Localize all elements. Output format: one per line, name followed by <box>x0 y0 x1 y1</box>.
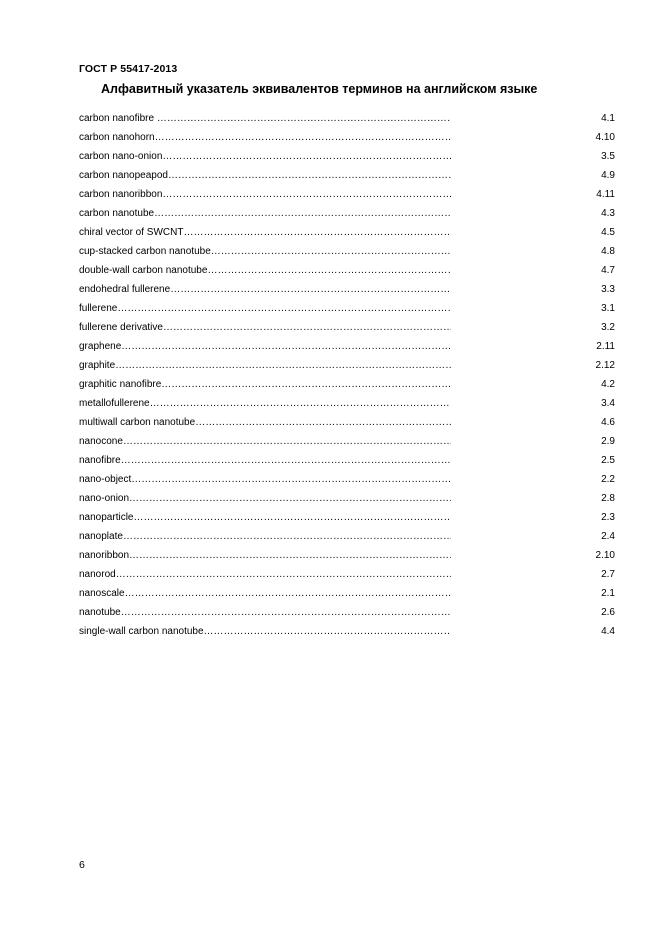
index-term: nanoparticle …………………………………………………………………………………………………………………………………… <box>79 511 451 525</box>
index-entry <box>79 264 615 283</box>
index-entry <box>79 378 615 397</box>
index-reference: 3.2 <box>601 322 615 333</box>
index-reference: 3.3 <box>601 284 615 295</box>
index-term: nanoplate …………………………………………………………………………………………………………………………………… <box>79 530 451 544</box>
index-term: graphene …………………………………………………………………………………………………………………………………… <box>79 340 451 354</box>
index-term: endohedral fullerene …………………………………………………………………………………………………………………………………… <box>79 283 451 297</box>
index-entry <box>79 625 615 644</box>
index-entry <box>79 226 615 245</box>
index-term: graphitic nanofibre …………………………………………………………………………………………………………………………………… <box>79 378 451 392</box>
page-number: 6 <box>79 859 85 871</box>
index-entry <box>79 397 615 416</box>
index-entry <box>79 416 615 435</box>
index-term: nanorod …………………………………………………………………………………………………………………………………… <box>79 568 451 582</box>
index-entry <box>79 473 615 492</box>
index-entry <box>79 454 615 473</box>
index-reference: 4.9 <box>601 170 615 181</box>
index-term: nano-onion …………………………………………………………………………………………………………………………………… <box>79 492 451 506</box>
index-reference: 4.2 <box>601 379 615 390</box>
index-term: double-wall carbon nanotube …………………………………………………………………………………………………………………………………… <box>79 264 451 278</box>
index-reference: 2.1 <box>601 588 615 599</box>
index-term: fullerene …………………………………………………………………………………………………………………………………… <box>79 302 451 316</box>
index-term: graphite …………………………………………………………………………………………………………………………………… <box>79 359 451 373</box>
index-term: metallofullerene …………………………………………………………………………………………………………………………………… <box>79 397 451 411</box>
index-reference: 2.4 <box>601 531 615 542</box>
index-entry <box>79 435 615 454</box>
index-entry <box>79 150 615 169</box>
index-term: single-wall carbon nanotube …………………………………………………………………………………………………………………………………… <box>79 625 451 639</box>
index-entry <box>79 131 615 150</box>
index-reference: 4.5 <box>601 227 615 238</box>
index-reference: 2.5 <box>601 455 615 466</box>
index-term: chiral vector of SWCNT …………………………………………………………………………………………………………………………………… <box>79 226 451 240</box>
index-term: carbon nanohorn …………………………………………………………………………………………………………………………………… <box>79 131 451 145</box>
index-term: nanoscale …………………………………………………………………………………………………………………………………… <box>79 587 451 601</box>
index-entry <box>79 587 615 606</box>
index-reference: 2.7 <box>601 569 615 580</box>
index-term: multiwall carbon nanotube …………………………………………………………………………………………………………………………………… <box>79 416 451 430</box>
index-term: nanotube …………………………………………………………………………………………………………………………………… <box>79 606 451 620</box>
index-entry <box>79 283 615 302</box>
index-reference: 4.7 <box>601 265 615 276</box>
index-reference: 4.4 <box>601 626 615 637</box>
index-reference: 2.9 <box>601 436 615 447</box>
index-reference: 3.4 <box>601 398 615 409</box>
index-reference: 2.11 <box>596 341 615 352</box>
index-entry <box>79 188 615 207</box>
index-entry <box>79 321 615 340</box>
index-reference: 2.2 <box>601 474 615 485</box>
index-entry <box>79 530 615 549</box>
index-entry <box>79 207 615 226</box>
index-term: nanofibre …………………………………………………………………………………………………………………………………… <box>79 454 451 468</box>
index-entry <box>79 549 615 568</box>
index-entry <box>79 492 615 511</box>
index-term: carbon nanopeapod …………………………………………………………………………………………………………………………………… <box>79 169 451 183</box>
index-term: carbon nano-onion …………………………………………………………………………………………………………………………………… <box>79 150 451 164</box>
document-standard-code: ГОСТ Р 55417-2013 <box>79 63 178 75</box>
index-term: cup-stacked carbon nanotube …………………………………………………………………………………………………………………………………… <box>79 245 451 259</box>
index-entry <box>79 606 615 625</box>
index-term: fullerene derivative …………………………………………………………………………………………………………………………………… <box>79 321 451 335</box>
index-title: Алфавитный указатель эквивалентов терминов на английском языке <box>101 82 538 96</box>
index-reference: 2.10 <box>595 550 615 561</box>
index-reference: 4.3 <box>601 208 615 219</box>
index-entry <box>79 302 615 321</box>
index-list <box>79 112 615 644</box>
index-reference: 2.3 <box>601 512 615 523</box>
index-entry <box>79 359 615 378</box>
index-entry <box>79 568 615 587</box>
index-entry <box>79 511 615 530</box>
index-entry <box>79 112 615 131</box>
index-term: carbon nanofibre …………………………………………………………………………………………………………………………………… <box>79 112 451 126</box>
index-reference: 4.8 <box>601 246 615 257</box>
index-reference: 4.11 <box>596 189 615 200</box>
index-reference: 4.1 <box>601 113 615 124</box>
index-entry <box>79 245 615 264</box>
index-term: carbon nanoribbon …………………………………………………………………………………………………………………………………… <box>79 188 451 202</box>
index-entry <box>79 169 615 188</box>
index-reference: 4.10 <box>595 132 615 143</box>
index-entry <box>79 340 615 359</box>
index-reference: 4.6 <box>601 417 615 428</box>
index-term: nano-object …………………………………………………………………………………………………………………………………… <box>79 473 451 487</box>
index-term: nanoribbon …………………………………………………………………………………………………………………………………… <box>79 549 451 563</box>
index-reference: 2.6 <box>601 607 615 618</box>
index-reference: 3.1 <box>601 303 615 314</box>
index-reference: 3.5 <box>601 151 615 162</box>
index-reference: 2.12 <box>595 360 615 371</box>
index-term: carbon nanotube …………………………………………………………………………………………………………………………………… <box>79 207 451 221</box>
index-term: nanocone …………………………………………………………………………………………………………………………………… <box>79 435 451 449</box>
index-reference: 2.8 <box>601 493 615 504</box>
